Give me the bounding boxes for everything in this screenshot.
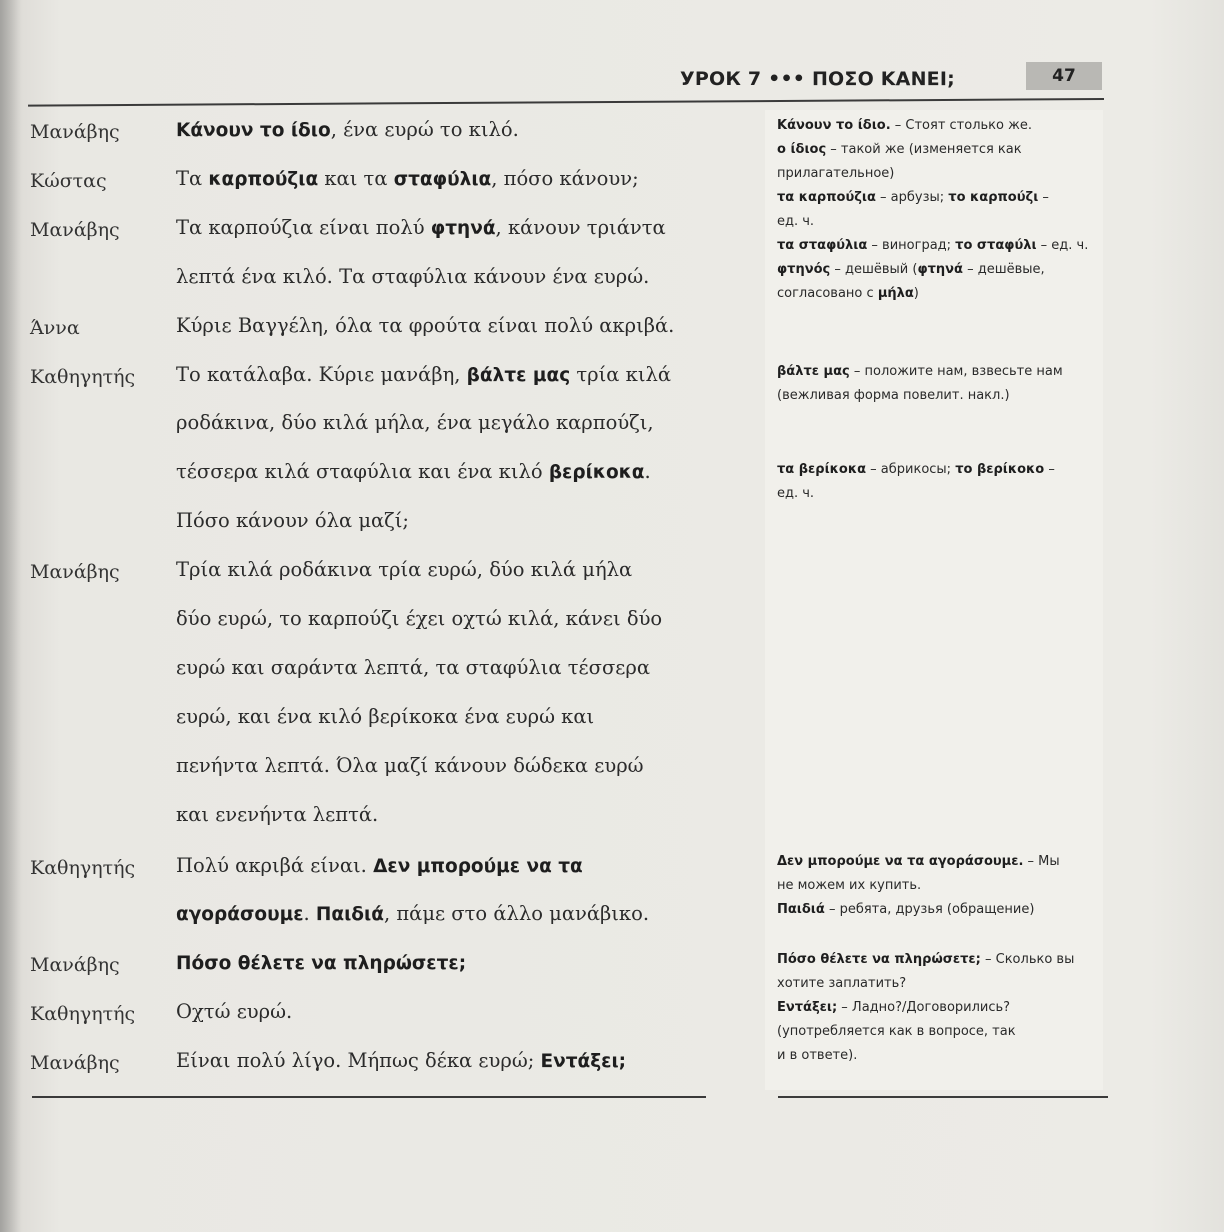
dialogue-text: Είναι πολύ λίγο. Μήπως δέκα ευρώ; xyxy=(176,1049,541,1073)
dialogue-line xyxy=(176,902,716,925)
vocab-term: τα βερίκοκα xyxy=(777,462,867,477)
vocab-translation: – такой же (изменяется как xyxy=(826,142,1022,157)
vocab-note-line xyxy=(777,972,1103,996)
vocab-translation: прилагательное) xyxy=(777,166,895,181)
dialogue-text: λεπτά ένα κιλό. Τα σταφύλια κάνουν ένα ευρώ. xyxy=(176,264,650,288)
vocab-highlight: σταφύλια xyxy=(393,168,492,190)
vocab-note-line xyxy=(777,874,1103,898)
running-head xyxy=(640,62,1100,96)
dialogue-line xyxy=(176,167,716,190)
vocab-highlight: Κάνουν το ίδιο xyxy=(176,120,331,141)
vocab-term: Πόσο θέλετε να πληρώσετε; xyxy=(777,952,981,967)
dialogue-text: Πόσο κάνουν όλα μαζί; xyxy=(176,509,409,533)
dialogue-text: πενήντα λεπτά. Όλα μαζί κάνουν δώδεκα ευρώ xyxy=(176,753,644,777)
bottom-rule-right xyxy=(778,1096,1108,1098)
dialogue-text: Το κατάλαβα. Κύριε μανάβη, xyxy=(176,362,467,386)
dialogue-text: , πόσο κάνουν; xyxy=(491,166,639,190)
dialogue-text: . xyxy=(303,902,316,926)
vocab-term: τα καρπούζια xyxy=(777,190,876,205)
speaker-name: Μανάβης xyxy=(30,121,120,143)
speaker-name: Κώστας xyxy=(30,169,107,192)
dialogue-text: ροδάκινα, δύο κιλά μήλα, ένα μεγάλο καρπούζι, xyxy=(176,411,654,435)
dialogue-text: Τα καρπούζια είναι πολύ xyxy=(176,215,431,239)
vocab-translation: согласовано с xyxy=(777,286,878,301)
vocab-translation: (вежливая форма повелит. накл.) xyxy=(777,388,1010,403)
bottom-rule-left xyxy=(32,1096,706,1098)
vocab-term: φτηνά xyxy=(917,262,963,277)
vocab-note-line xyxy=(777,138,1103,162)
vocab-translation: ) xyxy=(913,286,919,301)
vocab-translation: – абрикосы; xyxy=(866,462,956,477)
speaker-name: Μανάβης xyxy=(30,561,120,584)
dialogue-line xyxy=(176,314,716,337)
dialogue-line xyxy=(176,265,716,288)
vocab-note-line xyxy=(777,186,1103,210)
dialogue-line xyxy=(176,1000,716,1023)
speaker-name: Μανάβης xyxy=(30,954,120,977)
dialogue-line xyxy=(176,411,716,434)
vocab-translation: – виноград; xyxy=(867,238,956,253)
speaker-name: Άννα xyxy=(30,316,80,339)
dialogue-text: Πολύ ακριβά είναι. xyxy=(176,853,374,877)
dialogue-line xyxy=(176,460,716,483)
speaker-name: Μανάβης xyxy=(30,1052,120,1075)
vocab-highlight: Εντάξει; xyxy=(540,1051,627,1073)
vocab-note-line xyxy=(777,258,1103,282)
vocab-note xyxy=(777,360,1103,408)
dialogue-line xyxy=(176,854,716,877)
vocab-highlight: καρπούζια xyxy=(208,168,319,190)
page-number: 47 xyxy=(1052,66,1076,86)
vocab-term: το καρπούζι xyxy=(948,190,1039,205)
page-number-box xyxy=(1026,62,1102,90)
vocab-term: φτηνός xyxy=(777,262,831,277)
speaker-name: Καθηγητής xyxy=(30,856,136,879)
vocab-note-line xyxy=(777,996,1103,1020)
vocab-note xyxy=(777,948,1103,1068)
dialogue-line xyxy=(176,363,716,386)
dialogue-line xyxy=(176,951,716,974)
vocab-translation: – Ладно?/Договорились? xyxy=(837,1000,1011,1015)
vocab-note-line xyxy=(777,850,1103,874)
vocab-note-line xyxy=(777,360,1103,384)
vocab-note xyxy=(777,458,1103,506)
vocab-note-line xyxy=(777,162,1103,186)
vocab-term: Παιδιά xyxy=(777,902,825,917)
vocab-translation: (употребляется как в вопросе, так xyxy=(777,1024,1016,1039)
vocab-translation: – ребята, друзья (обращение) xyxy=(824,902,1035,917)
vocab-term: Εντάξει; xyxy=(777,1000,838,1015)
vocab-highlight: Παιδιά xyxy=(315,904,384,926)
vocab-term: τα σταφύλια xyxy=(777,238,868,253)
vocab-translation: – арбузы; xyxy=(875,190,949,205)
vocab-term: Δεν μπορούμε να τα αγοράσουμε. xyxy=(777,854,1024,869)
dialogue-line xyxy=(176,705,716,728)
vocab-translation: – xyxy=(1044,462,1055,477)
dialogue-text: Κύριε Βαγγέλη, όλα τα φρούτα είναι πολύ ακριβά. xyxy=(176,313,675,337)
vocab-note-line xyxy=(777,384,1103,408)
dialogue-line xyxy=(176,656,716,679)
vocab-translation: – дешёвый ( xyxy=(830,262,918,277)
vocab-note-line xyxy=(777,482,1103,506)
dialogue-text: και τα xyxy=(318,166,394,190)
dialogue-text: τρία κιλά xyxy=(570,362,671,386)
dialogue-text: ευρώ, και ένα κιλό βερίκοκα ένα ευρώ και xyxy=(176,704,595,728)
dialogue-text: Τα xyxy=(176,166,209,190)
running-head-title: УРОК 7 ••• ΠΟΣΟ ΚΑΝΕΙ; xyxy=(680,68,955,90)
dialogue-line xyxy=(176,754,716,777)
dialogue-line xyxy=(176,558,716,581)
vocab-highlight: φτηνά xyxy=(430,217,496,239)
vocab-note-line xyxy=(777,458,1103,482)
dialogue-text: . xyxy=(644,460,651,484)
vocab-highlight: βερίκοκα xyxy=(548,462,645,484)
vocab-term: Κάνουν το ίδιο. xyxy=(777,118,891,133)
dialogue-text: , ένα ευρώ το κιλό. xyxy=(330,118,519,141)
dialogue-line xyxy=(176,118,716,141)
dialogue-line xyxy=(176,216,716,239)
spine-shadow xyxy=(0,0,22,1232)
vocab-note-line xyxy=(777,898,1103,922)
vocab-note-line xyxy=(777,114,1103,138)
speaker-name: Καθηγητής xyxy=(30,365,136,388)
vocab-highlight: βάλτε μας xyxy=(466,364,571,386)
vocab-translation: – положите нам, взвесьте нам xyxy=(849,364,1063,379)
dialogue-line xyxy=(176,607,716,630)
vocab-note-line xyxy=(777,948,1103,972)
vocab-translation: и в ответе). xyxy=(777,1048,858,1063)
dialogue-text: τέσσερα κιλά σταφύλια και ένα κιλό xyxy=(176,460,549,484)
dialogue-text: , κάνουν τριάντα xyxy=(495,215,666,239)
vocab-translation: хотите заплатить? xyxy=(777,976,907,991)
vocab-note-line xyxy=(777,282,1103,306)
dialogue-text: , πάμε στο άλλο μανάβικο. xyxy=(383,902,650,926)
vocab-translation: – Стоят столько же. xyxy=(890,118,1032,133)
vocab-translation: ед. ч. xyxy=(777,214,815,229)
vocab-translation: – Мы xyxy=(1023,854,1060,869)
vocab-note-line xyxy=(777,210,1103,234)
vocab-note-line xyxy=(777,1020,1103,1044)
vocab-translation: не можем их купить. xyxy=(777,878,922,893)
vocab-translation: – Сколько вы xyxy=(980,952,1075,967)
dialogue-text: Τρία κιλά ροδάκινα τρία ευρώ, δύο κιλά μήλα xyxy=(176,558,633,582)
vocab-translation: – ед. ч. xyxy=(1036,238,1089,253)
vocab-translation: – дешёвые, xyxy=(962,262,1045,277)
vocab-term: μήλα xyxy=(877,286,914,301)
dialogue-text: δύο ευρώ, το καρπούζι έχει οχτώ κιλά, κάνει δύο xyxy=(176,607,663,630)
vocab-translation: – xyxy=(1038,190,1049,205)
vocab-note-line xyxy=(777,234,1103,258)
dialogue-text: Οχτώ ευρώ. xyxy=(176,1000,293,1024)
vocab-term: ο ίδιος xyxy=(777,142,827,157)
vocab-translation: ед. ч. xyxy=(777,486,815,501)
dialogue-line xyxy=(176,509,716,532)
header-rule xyxy=(28,98,1104,107)
dialogue-text: ευρώ και σαράντα λεπτά, τα σταφύλια τέσσερα xyxy=(176,655,651,679)
dialogue-line xyxy=(176,1049,716,1072)
dialogue-text: και ενενήντα λεπτά. xyxy=(176,802,379,826)
vocab-highlight: αγοράσουμε xyxy=(176,904,304,926)
vocab-term: βάλτε μας xyxy=(777,364,850,379)
vocab-note-line xyxy=(777,1044,1103,1068)
vocab-term: το βερίκοκο xyxy=(955,462,1045,477)
speaker-name: Καθηγητής xyxy=(30,1003,136,1026)
dialogue-line xyxy=(176,803,716,826)
vocab-highlight: Πόσο θέλετε να πληρώσετε; xyxy=(176,953,467,975)
vocab-note xyxy=(777,114,1103,306)
vocab-note xyxy=(777,850,1103,922)
speaker-name: Μανάβης xyxy=(30,218,120,241)
vocab-highlight: Δεν μπορούμε να τα xyxy=(373,855,583,877)
vocab-term: το σταφύλι xyxy=(955,238,1037,253)
